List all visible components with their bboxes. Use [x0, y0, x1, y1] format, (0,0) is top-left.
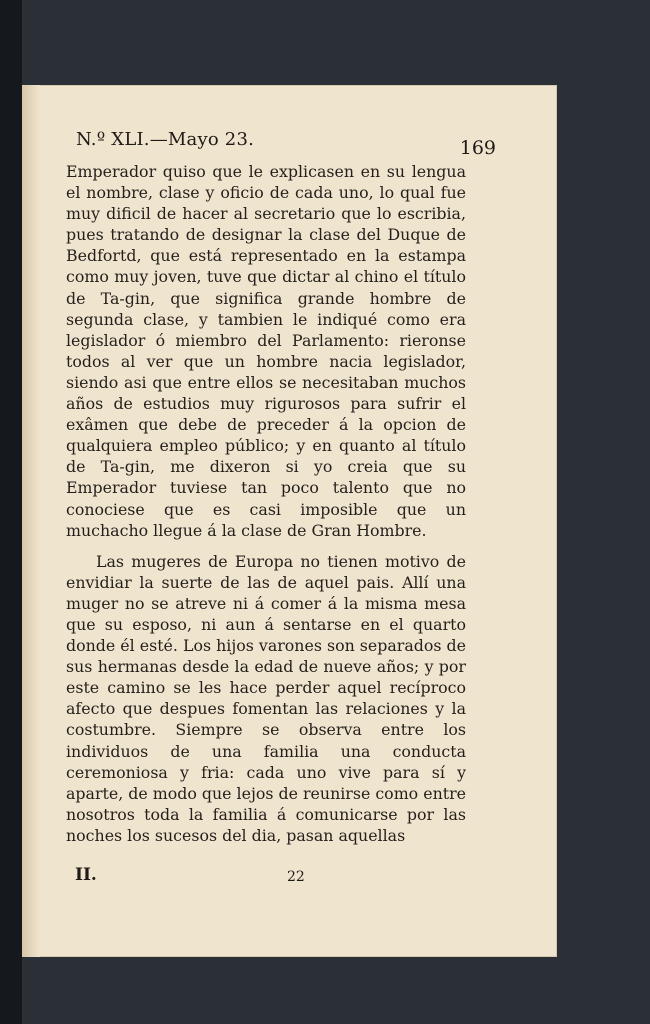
- scan-left-border: [0, 0, 22, 1024]
- scan-right-background: [557, 0, 650, 1024]
- paragraph-2: Las mugeres de Europa no tienen motivo de envidiar la suerte de las de aquel pais. Allí una muger no se atreve ni á comer á la misma mesa que su esposo, ni aun á sentarse en el quarto donde él esté. Los hijos varones son separados de sus hermanas desde la edad de nueve años; y por este camino se les hace perder aquel recíproco afecto que despues fomentan las relaciones y la costumbre. Siempre se observa entre los individuos de una familia una conducta ceremoniosa y fria: cada uno vive para sí y aparte, de modo que lejos de reunirse como entre nosotros toda la familia á comunicarse por las noches los sucesos del dia, pasan aquellas: [66, 551, 466, 845]
- page-body-text: [66, 161, 466, 846]
- page-spine-edge: [22, 85, 40, 957]
- page-number: 169: [459, 137, 496, 159]
- paragraph-1: Emperador quiso que le explicasen en su lengua el nombre, clase y oficio de cada uno, lo qual fue muy dificil de hacer al secretario que lo escribia, pues tratando de designar la clase del Duque de Bedfortd, que está representado en la estampa como muy joven, tuve que dictar al chino el título de Ta-gin, que significa grande hombre de segunda clase, y tambien le indiqué como era legislador ó miembro del Parlamento: rieronse todos al ver que un hombre nacia legislador, siendo asi que entre ellos se necesitaban muchos años de estudios muy rigurosos para sufrir el exâmen que debe de preceder á la opcion de qualquiera empleo público; y en quanto al título de Ta-gin, me dixeron si yo creia que su Emperador tuviese tan poco talento que no conociese que es casi imposible que un muchacho llegue á la clase de Gran Hombre.: [66, 162, 466, 540]
- signature-mark: II.: [75, 865, 97, 885]
- issue-date: N.º XLI.—Mayo 23.: [76, 129, 255, 150]
- sheet-number: 22: [287, 869, 305, 885]
- running-header: [76, 129, 496, 159]
- document-page: [22, 85, 557, 957]
